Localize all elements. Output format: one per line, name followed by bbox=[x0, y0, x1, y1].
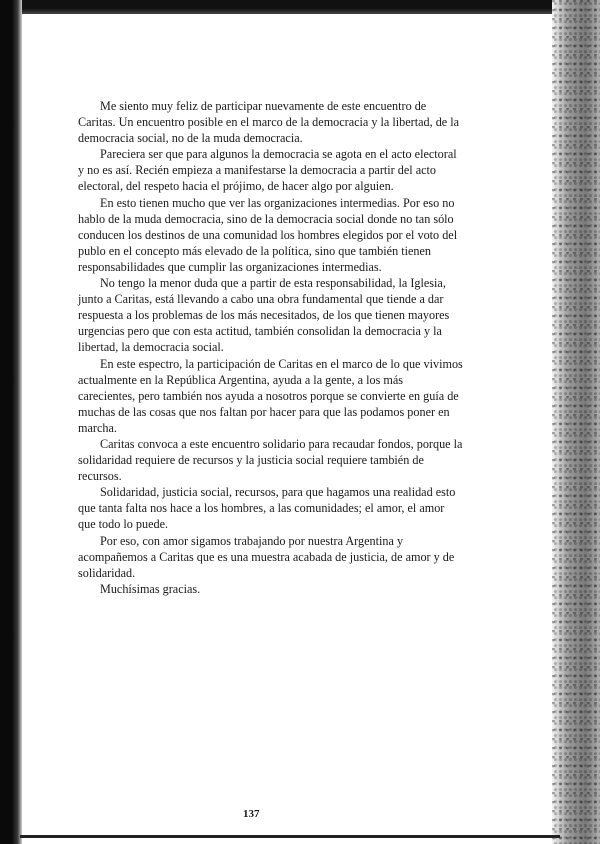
paragraph: No tengo la menor duda que a partir de esta responsabilidad, la Iglesia, junto a Caritas, está llevando a cabo una obra fundamental que tiende a dar respuesta a los problemas de los más necesitados, de los que tienen mayores urgencias pero que con esta actitud, también consolidan la democracia y la libertad, la democracia social. bbox=[78, 276, 450, 355]
paragraph: En esto tienen mucho que ver las organizaciones intermedias. Por eso no hablo de la muda democracia, sino de la democracia social donde no tan sólo conducen los destinos de una comunidad los hombres elegidos por el voto del publo en el concepto más elevado de la política, sino que también tienen responsabilidades que cumplir las organizaciones intermedias. bbox=[78, 195, 458, 274]
paragraph: Solidaridad, justicia social, recursos, para que hagamos una realidad esto que tanta falta nos hace a los hombres, a las comunidades; el amor, el amor que todo lo puede. bbox=[78, 485, 456, 532]
paragraph: Por eso, con amor sigamos trabajando por nuestra Argentina y acompañemos a Caritas que es una muestra acabada de justicia, de amor y de solidaridad. bbox=[78, 533, 455, 580]
binding-edge bbox=[0, 0, 22, 844]
paragraph: Muchísimas gracias. bbox=[100, 581, 201, 596]
scan-border-top bbox=[0, 0, 600, 14]
scan-border-bottom bbox=[20, 835, 560, 838]
scan-border-right bbox=[552, 0, 600, 844]
paragraph: Caritas convoca a este encuentro solidario para recaudar fondos, porque la solidaridad requiere de recursos y la justicia social requiere también de recursos. bbox=[78, 436, 463, 484]
paragraph: Me siento muy feliz de participar nuevamente de este encuentro de Caritas. Un encuentro posible en el marco de la democracia y la libertad, de la democracia social, no de la muda democracia. bbox=[78, 99, 460, 146]
page-number: 137 bbox=[243, 808, 260, 820]
paragraph: En este espectro, la participación de Caritas en el marco de lo que vivimos actualmente en la República Argentina, ayuda a la gente, a los más carecientes, pero también nos ayuda a nosotros porque se convierte en guía de muchas de las cosas que nos faltan por hacer para que las podamos poner en marcha. bbox=[78, 356, 463, 435]
body-text bbox=[78, 98, 463, 597]
paragraph: Pareciera ser que para algunos la democracia se agota en el acto electoral y no es así. Recién empieza a manifestarse la democracia a partir del acto electoral, del respeto hacia el prójimo, de hacer algo por alguien. bbox=[78, 147, 457, 194]
